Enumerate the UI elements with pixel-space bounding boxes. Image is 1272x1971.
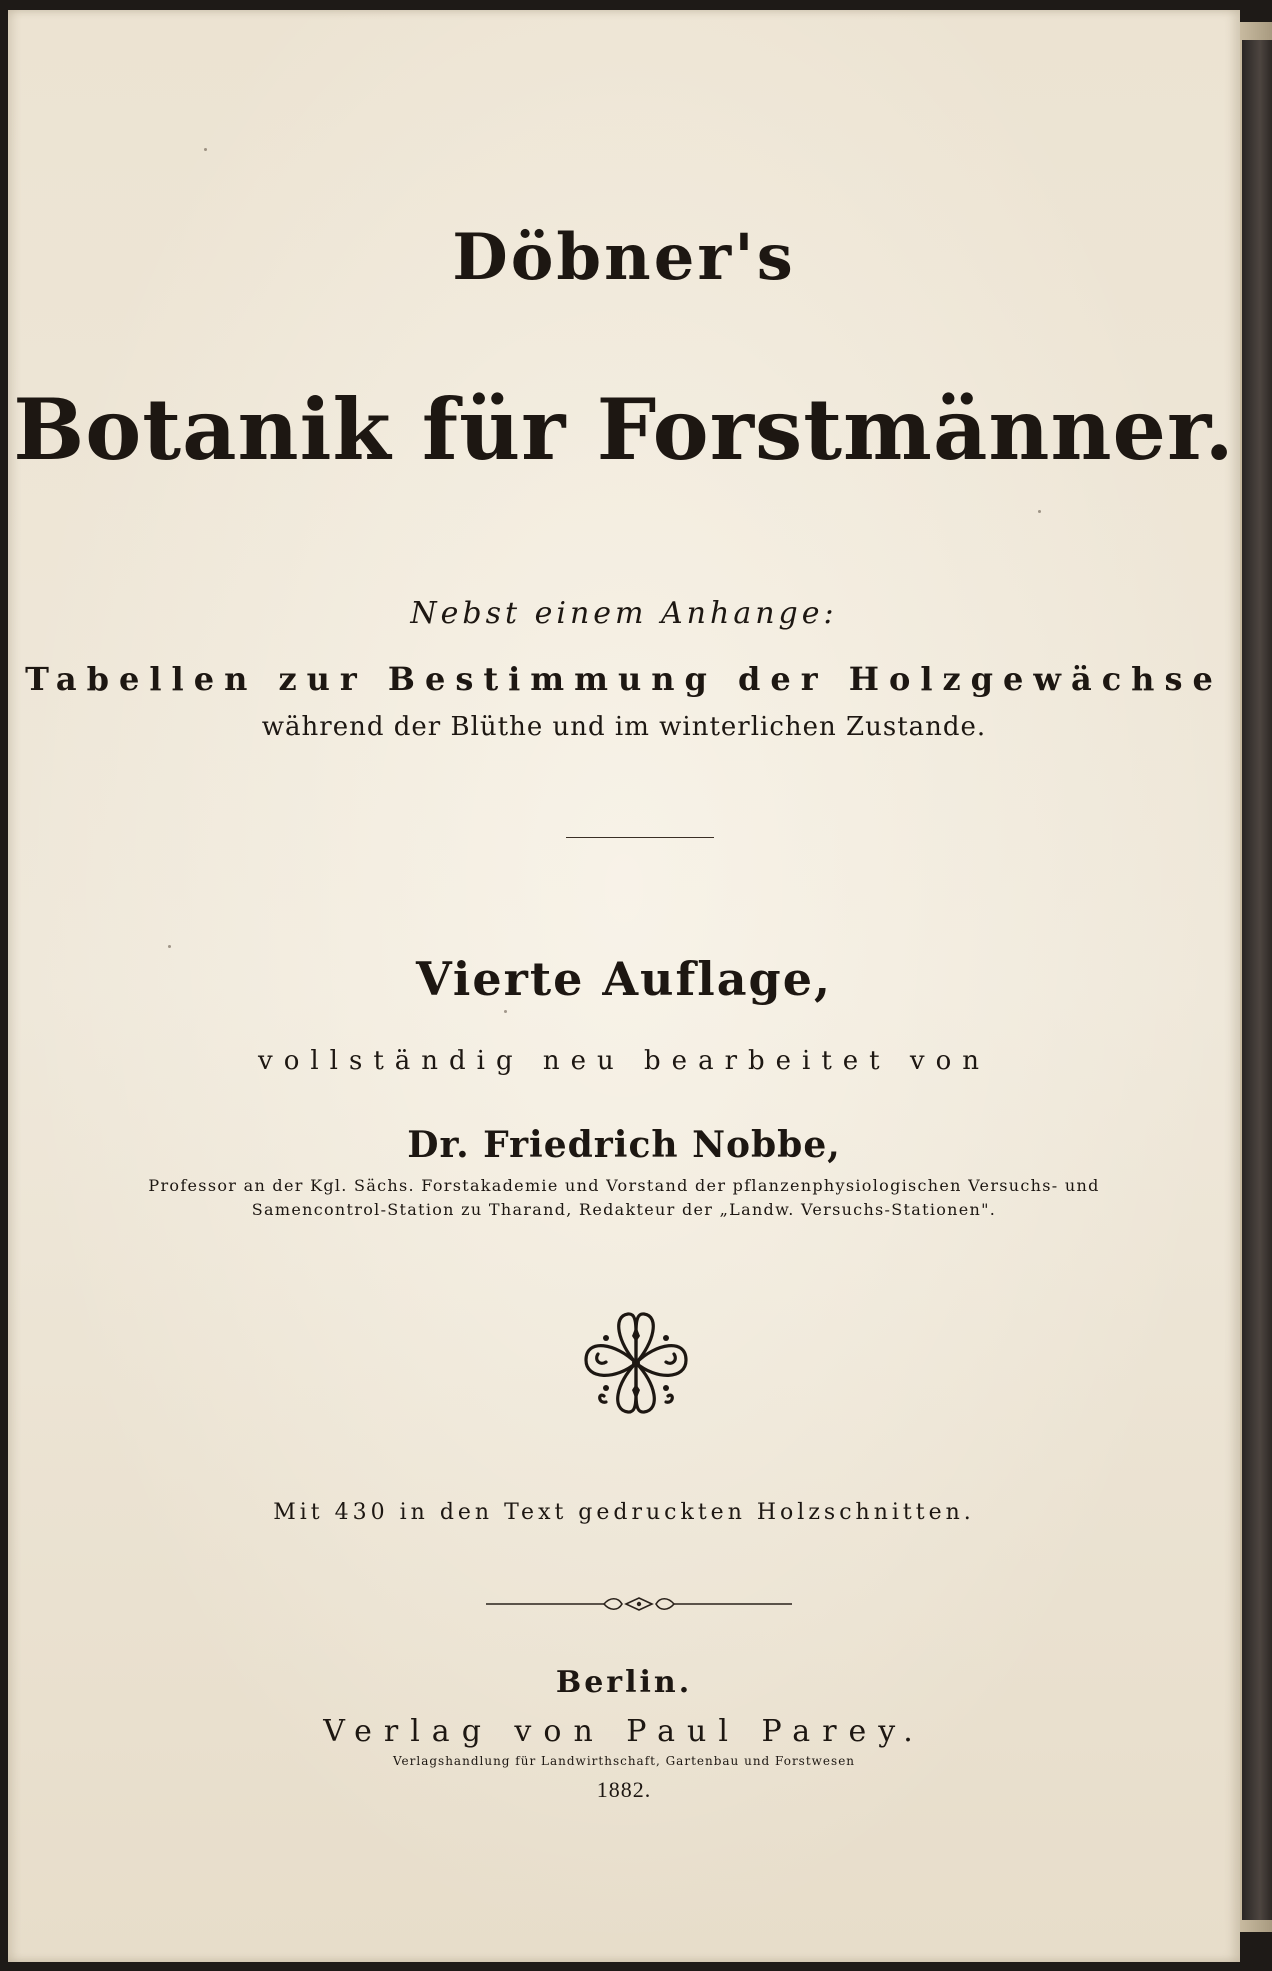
ornamental-rule-icon — [486, 1594, 792, 1614]
title-page — [8, 10, 1240, 1962]
publication-year: 1882. — [596, 1777, 652, 1802]
paper-speck — [1038, 510, 1041, 513]
appendix-intro: Nebst einem Anhange: — [410, 596, 838, 631]
illustrations-note: Mit 430 in den Text gedruckten Holzschnitten. — [273, 1500, 975, 1525]
edition-statement: Vierte Auflage, — [415, 952, 833, 1006]
publisher-name: Verlag von Paul Parey. — [323, 1714, 925, 1749]
paper-speck — [168, 945, 171, 948]
editor-affiliation: Samencontrol-Station zu Tharand, Redakteur der „Landw. Versuchs-Stationen". — [251, 1200, 997, 1219]
appendix-subtitle: während der Blüthe und im winterlichen Zustande. — [261, 712, 987, 742]
author-name: Döbner's — [452, 220, 796, 295]
publication-city: Berlin. — [555, 1665, 693, 1700]
section-divider — [566, 837, 714, 838]
editor-name: Dr. Friedrich Nobbe, — [407, 1124, 841, 1166]
appendix-title: Tabellen zur Bestimmung der Holzgewächse — [25, 660, 1223, 698]
editor-affiliation: Professor an der Kgl. Sächs. Forstakademie und Vorstand der pflanzenphysiologischen Versuchs- und — [148, 1176, 1100, 1195]
printers-ornament-icon — [576, 1308, 696, 1418]
book-cover-edge — [1242, 40, 1272, 1920]
revised-by-statement: vollständig neu bearbeitet von — [258, 1046, 990, 1076]
publisher-description: Verlagshandlung für Landwirthschaft, Gartenbau und Forstwesen — [392, 1754, 856, 1768]
book-title: Botanik für Forstmänner. — [13, 380, 1235, 479]
paper-speck — [204, 148, 207, 151]
paper-speck — [504, 1010, 507, 1013]
